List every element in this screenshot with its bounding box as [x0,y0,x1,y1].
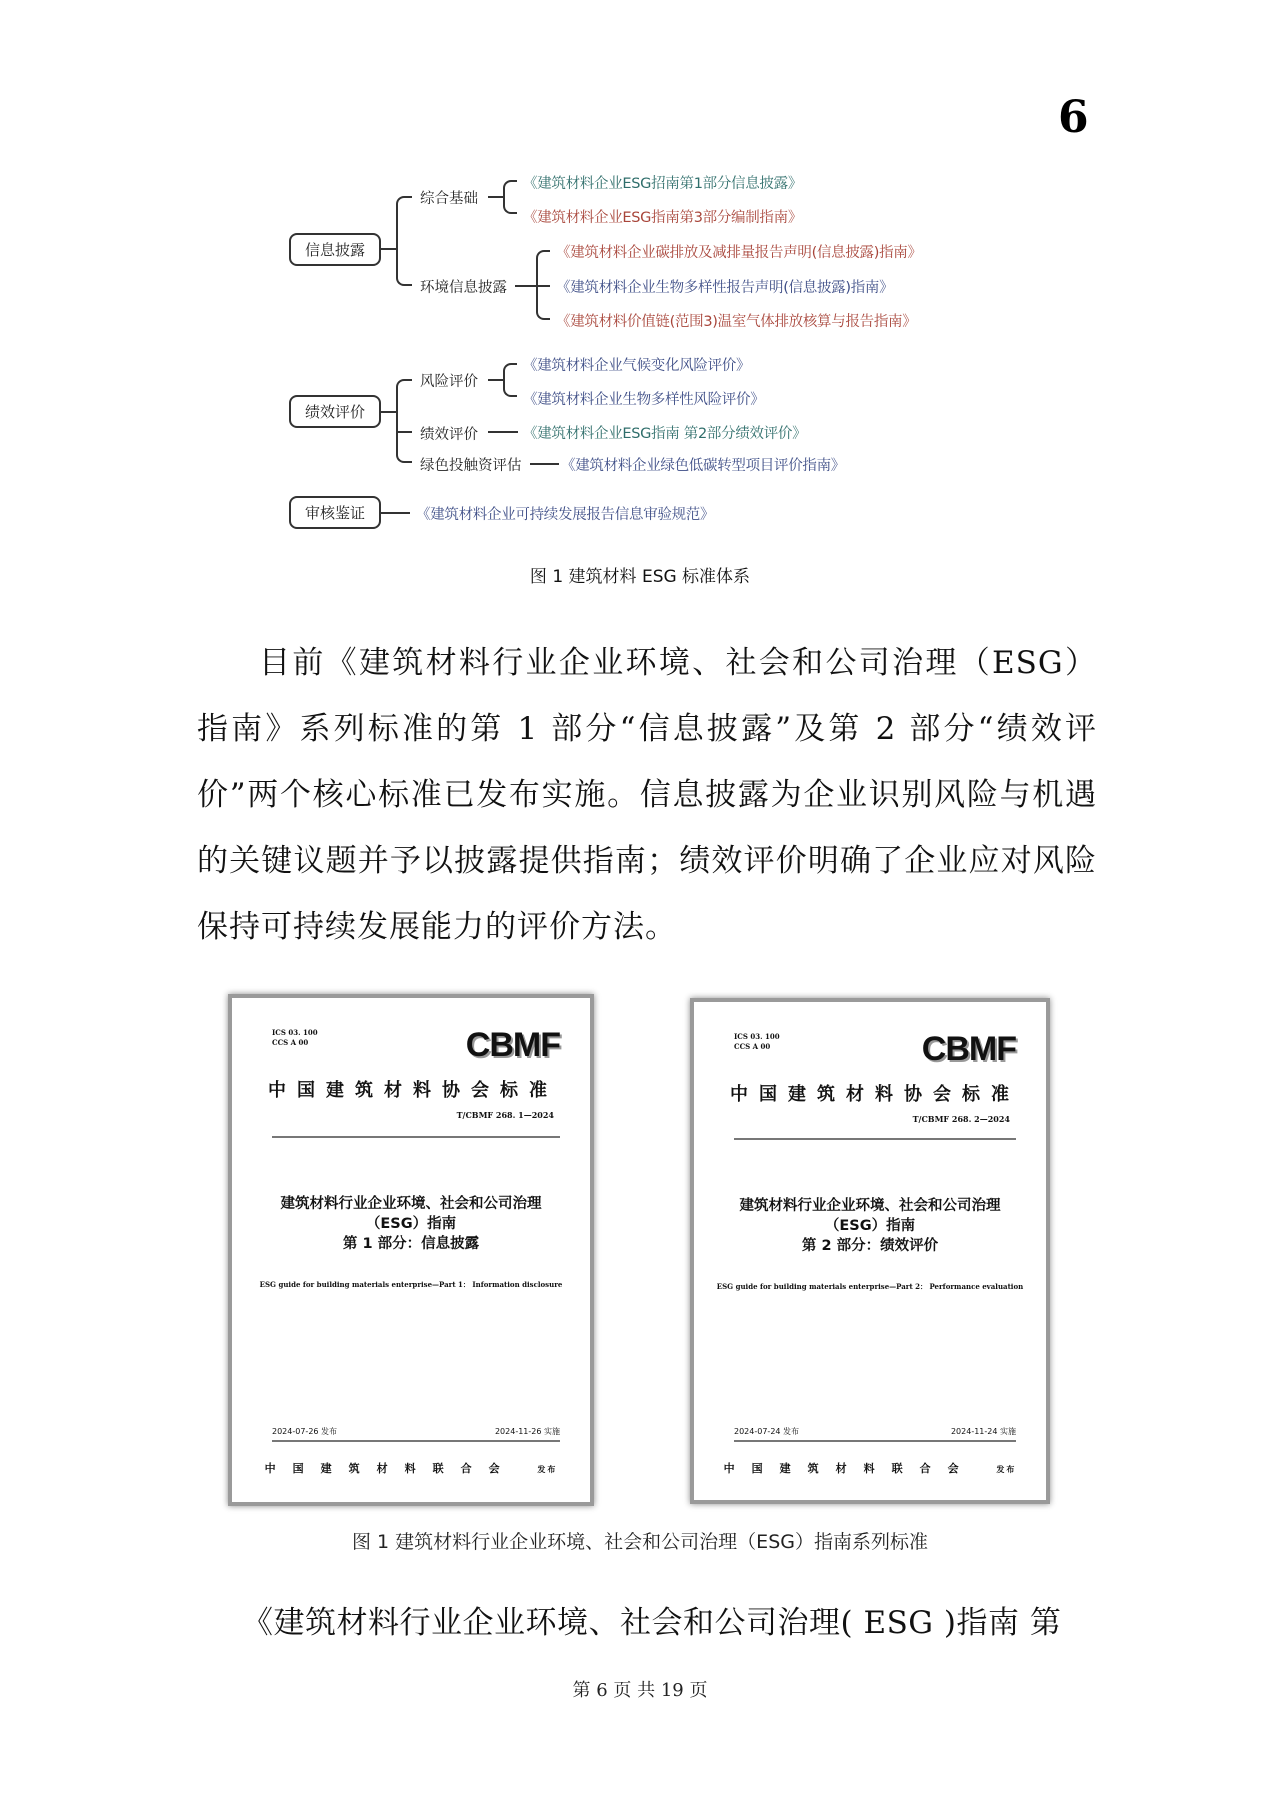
standard-doc-link: 《建筑材料企业ESG指南 第2部分绩效评价》 [523,426,807,442]
branch-label: 风险评价 [420,374,478,390]
branch-label: 绿色投触资评估 [420,458,522,474]
bracket [396,379,412,463]
branch-label: 环境信息披露 [420,280,507,296]
cbmf-logo: CBMF [465,1026,560,1064]
group-box-audit-verification: 审核鉴证 [289,496,381,529]
association-title: 中国建筑材料协会标准 [730,1084,1020,1105]
standard-doc-link: 《建筑材料企业ESG招南第1部分信息披露》 [523,176,803,192]
divider [734,1138,1016,1140]
standard-doc-link: 《建筑材料企业生物多样性风险评价》 [523,392,765,408]
figure-caption: 图 1 建筑材料 ESG 标准体系 [529,567,751,587]
paragraph-text: 目前《建筑材料行业企业环境、社会和公司治理（ESG）指南》系列标准的第 1 部分“信息披露”及第 2 部分“绩效评价”两个核心标准已发布实施。信息披露为企业识别风险与机遇的关键议题并予以披露提供指南；绩效评价明确了企业应对风险保持可持续发展能力的评价方法。 [197,645,1097,945]
connector [488,379,503,381]
divider [272,1440,560,1442]
ics-code: ICS 03. 100 CCS A 00 [272,1028,318,1047]
standard-code: T/CBMF 268. 1—2024 [456,1110,554,1120]
english-title: ESG guide for building materials enterprise—Part 2： Performance evaluation [716,1282,1024,1291]
body-paragraph-continuation: 《建筑材料行业企业环境、社会和公司治理( ESG )指南 第 [242,1605,1062,1641]
cover-title: 建筑材料行业企业环境、社会和公司治理 （ESG）指南 第 2 部分：绩效评价 [739,1198,1001,1254]
divider [734,1440,1016,1442]
connector [530,463,559,465]
standard-doc-link: 《建筑材料企业可持续发展报告信息审验规范》 [416,507,715,523]
bracket [503,363,517,397]
branch-label: 综合基础 [420,191,478,207]
body-paragraph [197,630,1097,960]
connector [488,196,503,198]
connector [381,248,397,250]
esg-standard-diagram [0,0,1280,560]
connector [396,431,412,433]
standard-doc-link: 《建筑材料企业生物多样性报告声明(信息披露)指南》 [556,280,894,296]
cover-title: 建筑材料行业企业环境、社会和公司治理 （ESG）指南 第 1 部分：信息披露 [280,1196,542,1252]
connector [381,411,397,413]
branch-label: 绩效评价 [420,427,478,443]
standard-doc-link: 《建筑材料企业ESG指南第3部分编制指南》 [523,210,803,226]
standard-doc-link: 《建筑材料企业气候变化风险评价》 [523,358,751,374]
dates-row: 2024-07-24 发布 2024-11-24 实施 [734,1427,1016,1436]
page-number: 6 [1058,92,1089,143]
divider [272,1136,560,1138]
page-footer: 第 6 页 共 19 页 [572,1680,708,1701]
standard-cover-part2 [690,998,1050,1504]
standard-doc-link: 《建筑材料企业碳排放及减排量报告声明(信息披露)指南》 [556,245,922,261]
connector [536,285,550,287]
connector [381,512,410,514]
publisher: 中国建筑材料联合会 发布 [723,1462,1017,1475]
group-box-performance-evaluation: 绩效评价 [289,395,381,428]
bracket [396,196,412,286]
standard-cover-part1 [228,994,594,1506]
group-box-info-disclosure: 信息披露 [289,233,381,266]
cbmf-logo: CBMF [921,1030,1016,1068]
connector [488,431,518,433]
english-title: ESG guide for building materials enterprise—Part 1： Information disclosure [259,1280,563,1289]
standard-doc-link: 《建筑材料企业绿色低碳转型项目评价指南》 [561,458,845,474]
bracket [503,180,517,214]
dates-row: 2024-07-26 发布 2024-11-26 实施 [272,1427,560,1436]
publisher: 中国建筑材料联合会 发布 [264,1462,558,1475]
association-title: 中国建筑材料协会标准 [268,1080,558,1101]
figure-caption: 图 1 建筑材料行业企业环境、社会和公司治理（ESG）指南系列标准 [352,1531,928,1553]
connector [515,285,537,287]
ics-code: ICS 03. 100 CCS A 00 [734,1032,780,1051]
standard-doc-link: 《建筑材料价值链(范围3)温室气体排放核算与报告指南》 [556,314,917,330]
standard-code: T/CBMF 268. 2—2024 [912,1114,1010,1124]
